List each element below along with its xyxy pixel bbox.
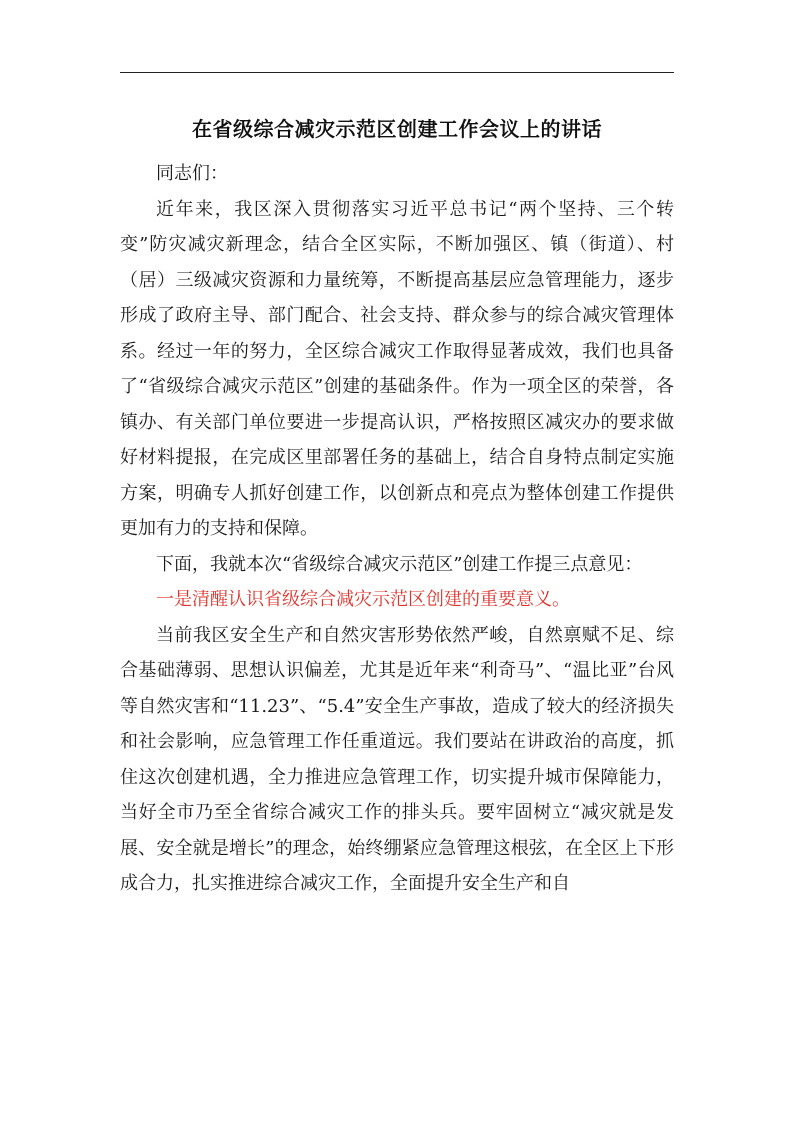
header-rule	[120, 72, 674, 73]
paragraph-intro: 近年来，我区深入贯彻落实习近平总书记“两个坚持、三个转变”防灾减灾新理念，结合全区实际，不断加强区、镇（街道）、村（居）三级减灾资源和力量统筹，不断提高基层应急管理能力，逐步形成了政府主导、部门配合、社会支持、群众参与的综合减灾管理体系。经过一年的努力，全区综合减灾工作取得显著成效，我们也具备了“省级综合减灾示范区”创建的基础条件。作为一项全区的荣誉，各镇办、有关部门单位要进一步提高认识，严格按照区减灾办的要求做好材料提报，在完成区里部署任务的基础上，结合自身特点制定实施方案，明确专人抓好创建工作，以创新点和亮点为整体创建工作提供更加有力的支持和保障。	[120, 198, 674, 539]
document-title: 在省级综合减灾示范区创建工作会议上的讲话	[192, 117, 602, 141]
salutation: 同志们：	[156, 163, 228, 184]
paragraph-point-one: 当前我区安全生产和自然灾害形势依然严峻，自然禀赋不足、综合基础薄弱、思想认识偏差，尤其是近年来“利奇马”、“温比亚”台风等自然灾害和“11.23”、“5.4”安全生产事故，造成了较大的经济损失和社会影响，应急管理工作任重道远。我们要站在讲政治的高度，抓住这次创建机遇，全力推进应急管理工作，切实提升城市保障能力，当好全市乃至全省综合减灾工作的排头兵。要牢固树立“减灾就是发展、安全就是增长”的理念，始终绷紧应急管理这根弦，在全区上下形成合力，扎实推进综合减灾工作，全面提升安全生产和自	[120, 624, 674, 894]
point-one-heading: 一是清醒认识省级综合减灾示范区创建的重要意义。	[156, 589, 570, 610]
document-body	[120, 156, 674, 902]
paragraph-opinions-lead: 下面，我就本次“省级综合减灾示范区”创建工作提三点意见：	[156, 553, 643, 575]
